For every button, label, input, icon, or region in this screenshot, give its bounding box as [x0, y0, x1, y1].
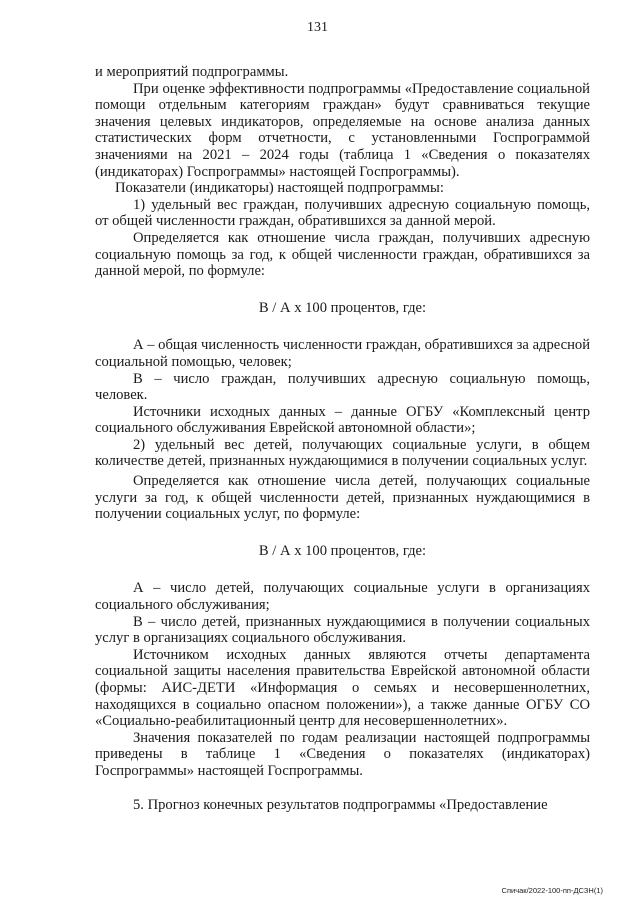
paragraph-data-source-1: Источники исходных данных – данные ОГБУ «Комплексный центр социального обслуживания Еврейской автономной области»; — [95, 403, 590, 437]
document-registration-code: Спичак/2022-100-пп-ДСЗН(1) — [501, 886, 603, 895]
paragraph-indicators-intro: Показатели (индикаторы) настоящей подпрограммы: — [115, 180, 444, 197]
paragraph-evaluation: При оценке эффективности подпрограммы «Предоставление социальной помощи отдельным категориям граждан» будут сравниваться текущие значения целевых индикаторов, определяемые на основе анализа данных статистических форм отчетности, с установленными Госпрограммой значениями на 2021 – 2024 годы (таблица 1 «Сведения о показателях (индикаторах) Госпрограммы» настоящей Госпрограммы). — [95, 80, 590, 180]
paragraph-indicator-1-definition: Определяется как отношение числа граждан, получивших адресную социальную помощь за год, к общей численности граждан, обратившихся за данной мерой, по формуле: — [95, 229, 590, 280]
paragraph-formula-1-b: В – число граждан, получивших адресную социальную помощь, человек. — [95, 370, 590, 404]
formula-2: В / А х 100 процентов, где: — [258, 542, 427, 559]
paragraph-formula-2-a: А – число детей, получающих социальные услуги в организациях социального обслуживания; — [95, 580, 590, 614]
paragraph-data-source-2: Источником исходных данных являются отчеты департамента социальной защиты населения правительства Еврейской автономной области (формы: АИС-ДЕТИ «Информация о семьях и несовершеннолетних, находящихся в социально опасном положении»), а также данные ОГБУ СО «Социально-реабилитационный центр для несовершеннолетних». — [95, 646, 590, 730]
paragraph-formula-2-b: В – число детей, признанных нуждающимися в получении социальных услуг в организациях социального обслуживания. — [95, 613, 590, 647]
paragraph-indicator-2: 2) удельный вес детей, получающих социальные услуги, в общем количестве детей, признанных нуждающимися в получении социальных услуг. — [95, 436, 590, 470]
document-body — [95, 64, 590, 813]
paragraph-indicator-2-definition: Определяется как отношение числа детей, получающих социальные услуги за год, к общей численности детей, признанных нуждающимися в получении социальных услуг, по формуле: — [95, 473, 590, 523]
paragraph-continuation: и мероприятий подпрограммы. — [95, 64, 289, 80]
paragraph-indicator-1: 1) удельный вес граждан, получивших адресную социальную помощь, от общей численности граждан, обратившихся за данной мерой. — [95, 196, 590, 230]
page-number: 131 — [307, 20, 328, 35]
paragraph-values-reference: Значения показателей по годам реализации настоящей подпрограммы приведены в таблице 1 «Сведения о показателях (индикаторах) Госпрограммы» настоящей Госпрограммы. — [95, 729, 590, 779]
formula-1: В / А х 100 процентов, где: — [258, 299, 427, 316]
paragraph-formula-1-a: А – общая численность численности граждан, обратившихся за адресной социальной помощью, человек; — [95, 337, 590, 370]
section-heading-5: 5. Прогноз конечных результатов подпрограммы «Предоставление — [133, 796, 548, 813]
